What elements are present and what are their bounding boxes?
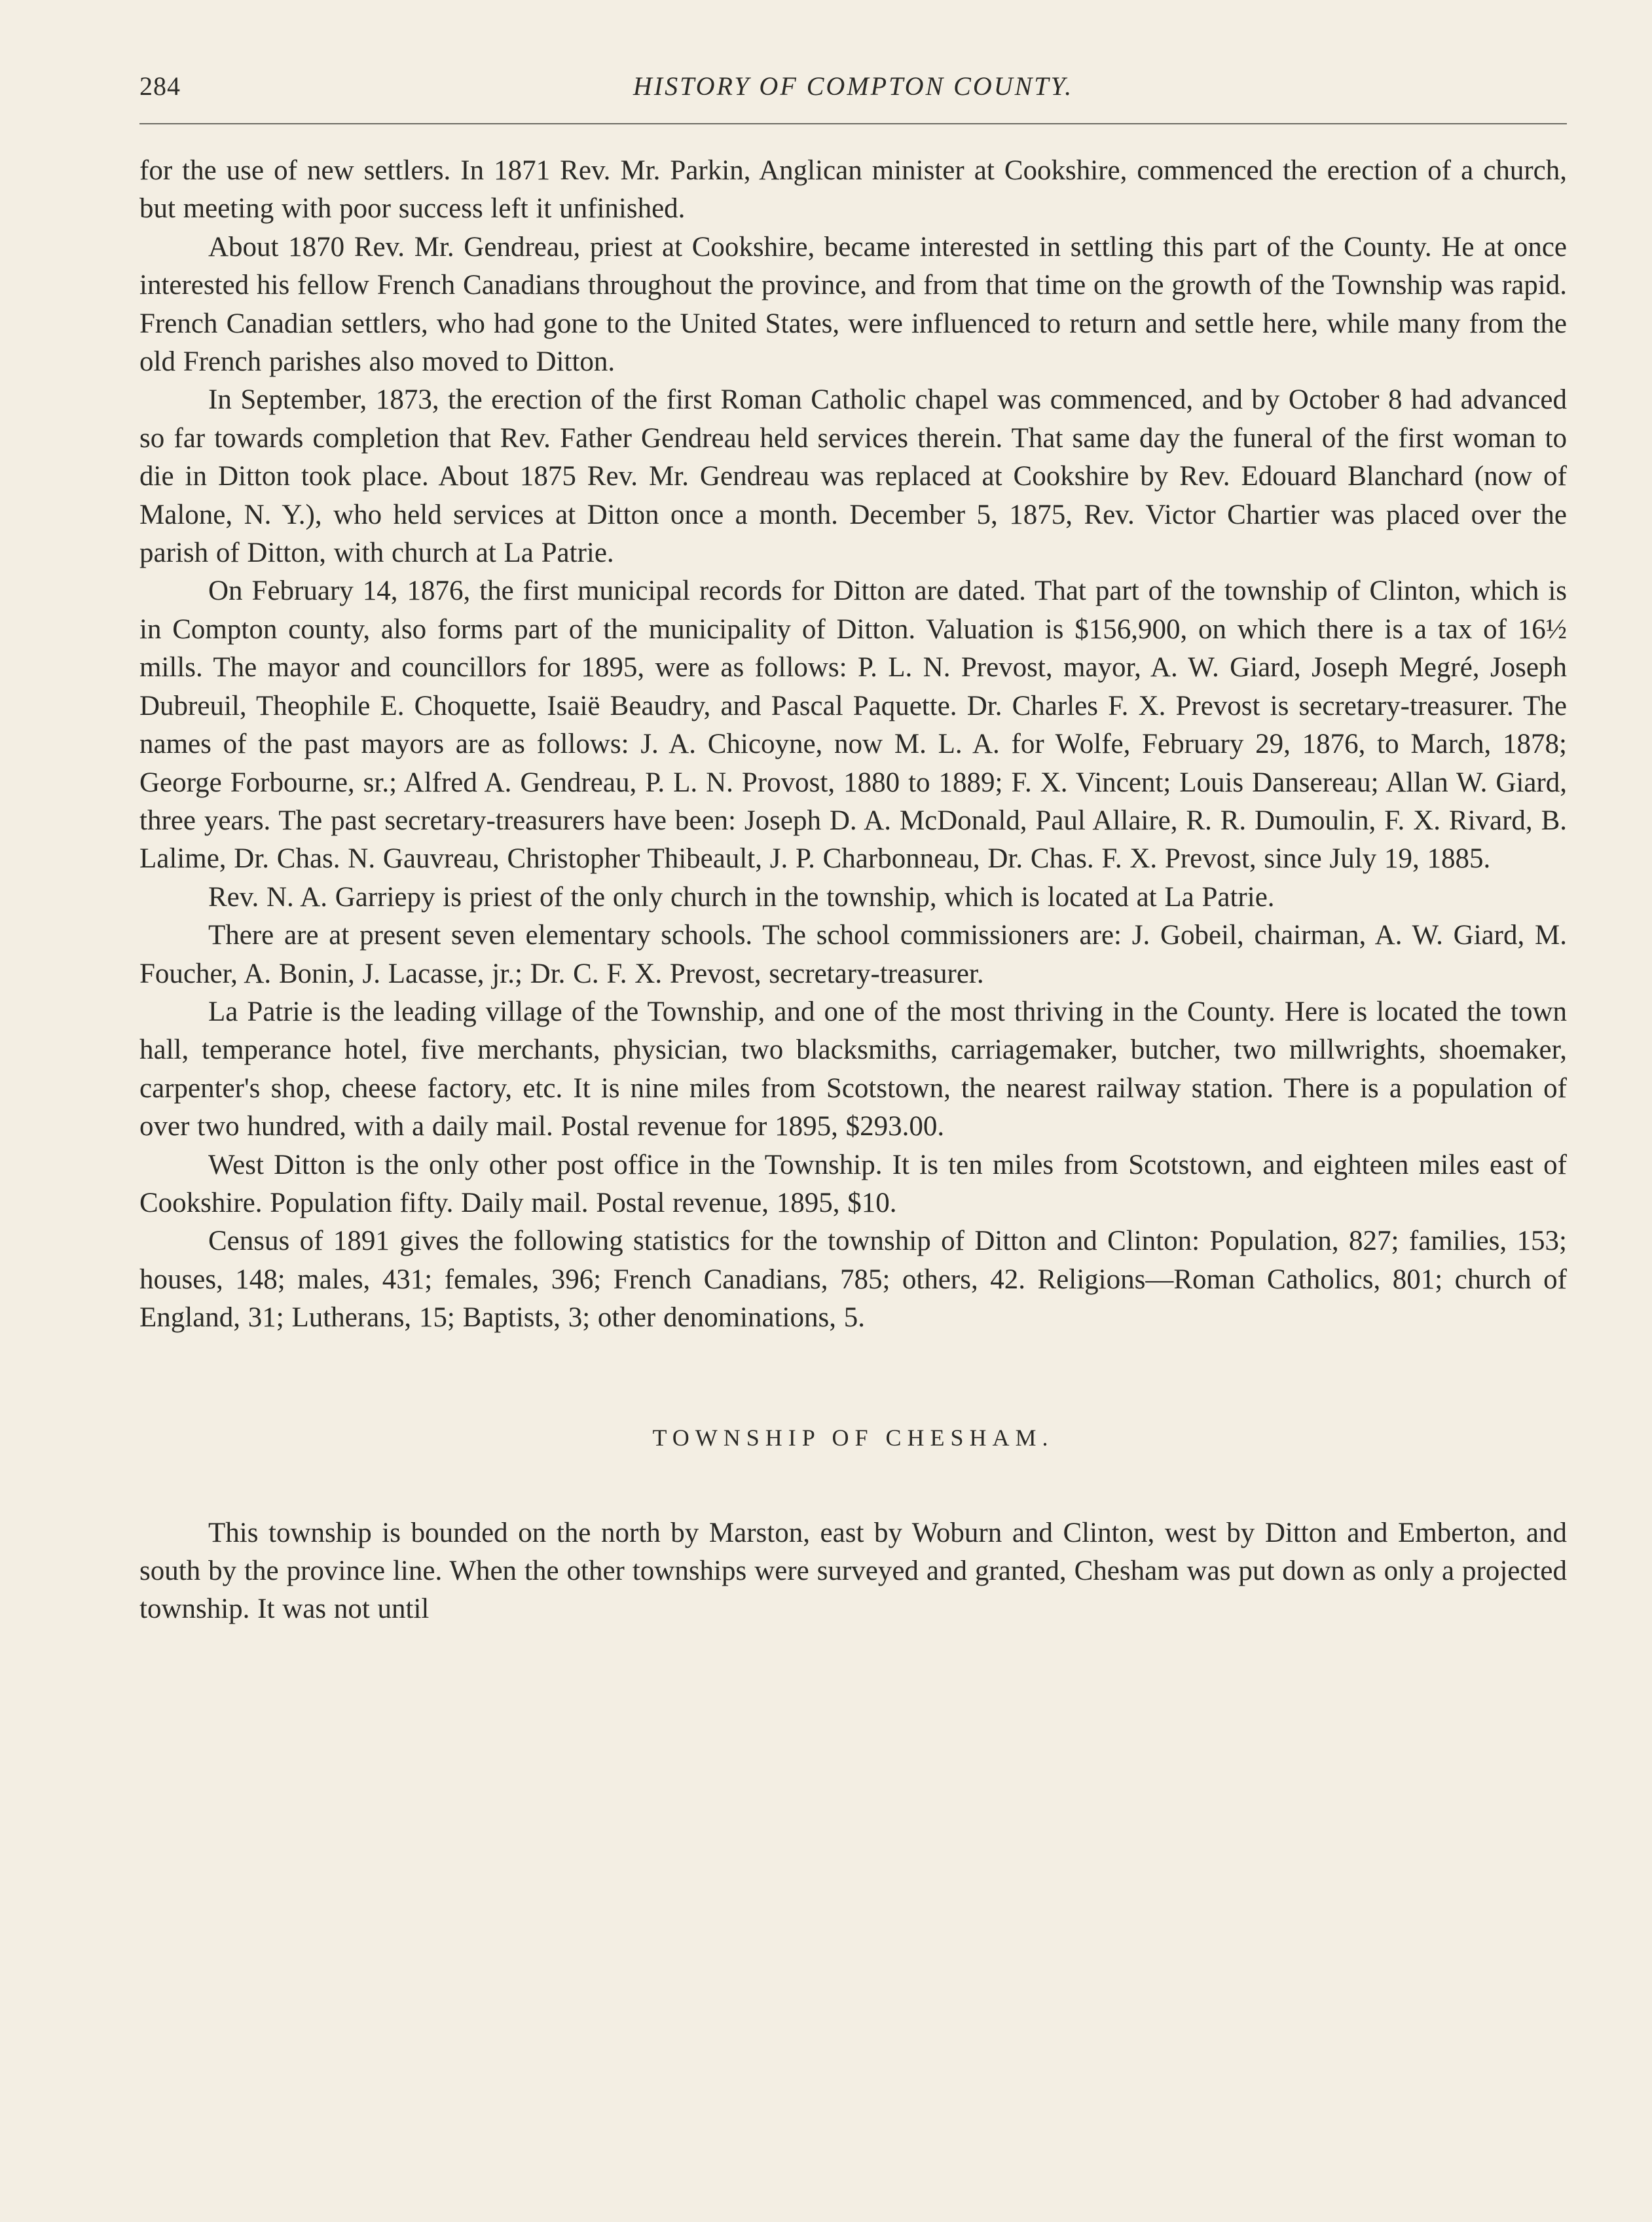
paragraph-chapel: In September, 1873, the erection of the first Roman Catholic chapel was commenced, and by October 8 had advanced so far towards completion that Rev. Father Gendreau held services therein. That same day the funeral of the first woman to die in Ditton took place. About 1875 Rev. Mr. Gendreau was replaced at Cookshire by Rev. Edouard Blanchard (now of Malone, N. Y.), who held services at Ditton once a month. December 5, 1875, Rev. Victor Chartier was placed over the parish of Ditton, with church at La Patrie. <box>139 384 1567 569</box>
paragraph-priest: Rev. N. A. Garriepy is priest of the only church in the township, which is located at La Patrie. <box>208 881 1275 913</box>
running-head <box>139 71 1567 117</box>
header-rule <box>139 123 1567 124</box>
paragraph-schools: There are at present seven elementary schools. The school commissioners are: J. Gobeil, chairman, A. W. Giard, M. Foucher, A. Bonin, J. Lacasse, jr.; Dr. C. F. X. Prevost, secretary-treasurer. <box>139 920 1567 989</box>
paragraph-municipal-records: On February 14, 1876, the first municipal records for Ditton are dated. That part of the township of Clinton, which is in Compton county, also forms part of the municipality of Ditton. Valuation is $156,900, on which there is a tax of 16½ mills. The mayor and councillors for 1895, were as follows: P. L. N. Prevost, mayor, A. W. Giard, Joseph Megré, Joseph Dubreuil, Theophile E. Choquette, Isaië Beaudry, and Pascal Paquette. Dr. Charles F. X. Prevost is secretary-treasurer. The names of the past mayors are as follows: J. A. Chicoyne, now M. L. A. for Wolfe, February 29, 1876, to March, 1878; George Forbourne, sr.; Alfred A. Gendreau, P. L. N. Provost, 1880 to 1889; F. X. Vincent; Louis Dansereau; Allan W. Giard, three years. The past secretary-treasurers have been: Joseph D. A. McDonald, Paul Allaire, R. R. Dumoulin, F. X. Rivard, B. Lalime, Dr. Chas. N. Gauvreau, Christopher Thibeault, J. P. Charbonneau, Dr. Chas. F. X. Prevost, since July 19, 1885. <box>139 575 1567 875</box>
page-number: 284 <box>139 71 181 101</box>
paragraph-settlers: for the use of new settlers. In 1871 Rev. Mr. Parkin, Anglican minister at Cookshire, commenced the erection of a church, but meeting with poor success left it unfinished. <box>139 155 1567 225</box>
paragraph-census: Census of 1891 gives the following statistics for the township of Ditton and Clinton: Population, 827; families, 153; houses, 148; males, 431; females, 396; French Canadians, 785; others, 42. Religions—Roman Catholics, 801; church of England, 31; Lutherans, 15; Baptists, 3; other denominations, 5. <box>139 1226 1567 1334</box>
paragraph-la-patrie: La Patrie is the leading village of the Township, and one of the most thriving in the County. Here is located the town hall, temperance hotel, five merchants, physician, two blacksmiths, carriagemaker, butcher, two millwrights, shoemaker, carpenter's shop, cheese factory, etc. It is nine miles from Scotstown, the nearest railway station. There is a population of over two hundred, with a daily mail. Postal revenue for 1895, $293.00. <box>139 996 1567 1142</box>
paragraph-gendreau: About 1870 Rev. Mr. Gendreau, priest at Cookshire, became interested in settling this part of the County. He at once interested his fellow French Canadians throughout the province, and from that time on the growth of the Township was rapid. French Canadian settlers, who had gone to the United States, were influenced to return and settle here, while many from the old French parishes also moved to Ditton. <box>139 231 1567 378</box>
section-heading: TOWNSHIP OF CHESHAM. <box>652 1424 1054 1451</box>
paragraph-chesham-boundaries: This township is bounded on the north by Marston, east by Woburn and Clinton, west by Ditton and Emberton, and south by the province line. When the other townships were surveyed and granted, Chesham was put down as only a projected township. It was not until <box>139 1517 1567 1625</box>
paragraph-west-ditton: West Ditton is the only other post office in the Township. It is ten miles from Scotstown, and eighteen miles east of Cookshire. Population fifty. Daily mail. Postal revenue, 1895, $10. <box>139 1149 1567 1218</box>
running-title: HISTORY OF COMPTON COUNTY. <box>633 71 1074 101</box>
body-text <box>139 152 1567 1629</box>
